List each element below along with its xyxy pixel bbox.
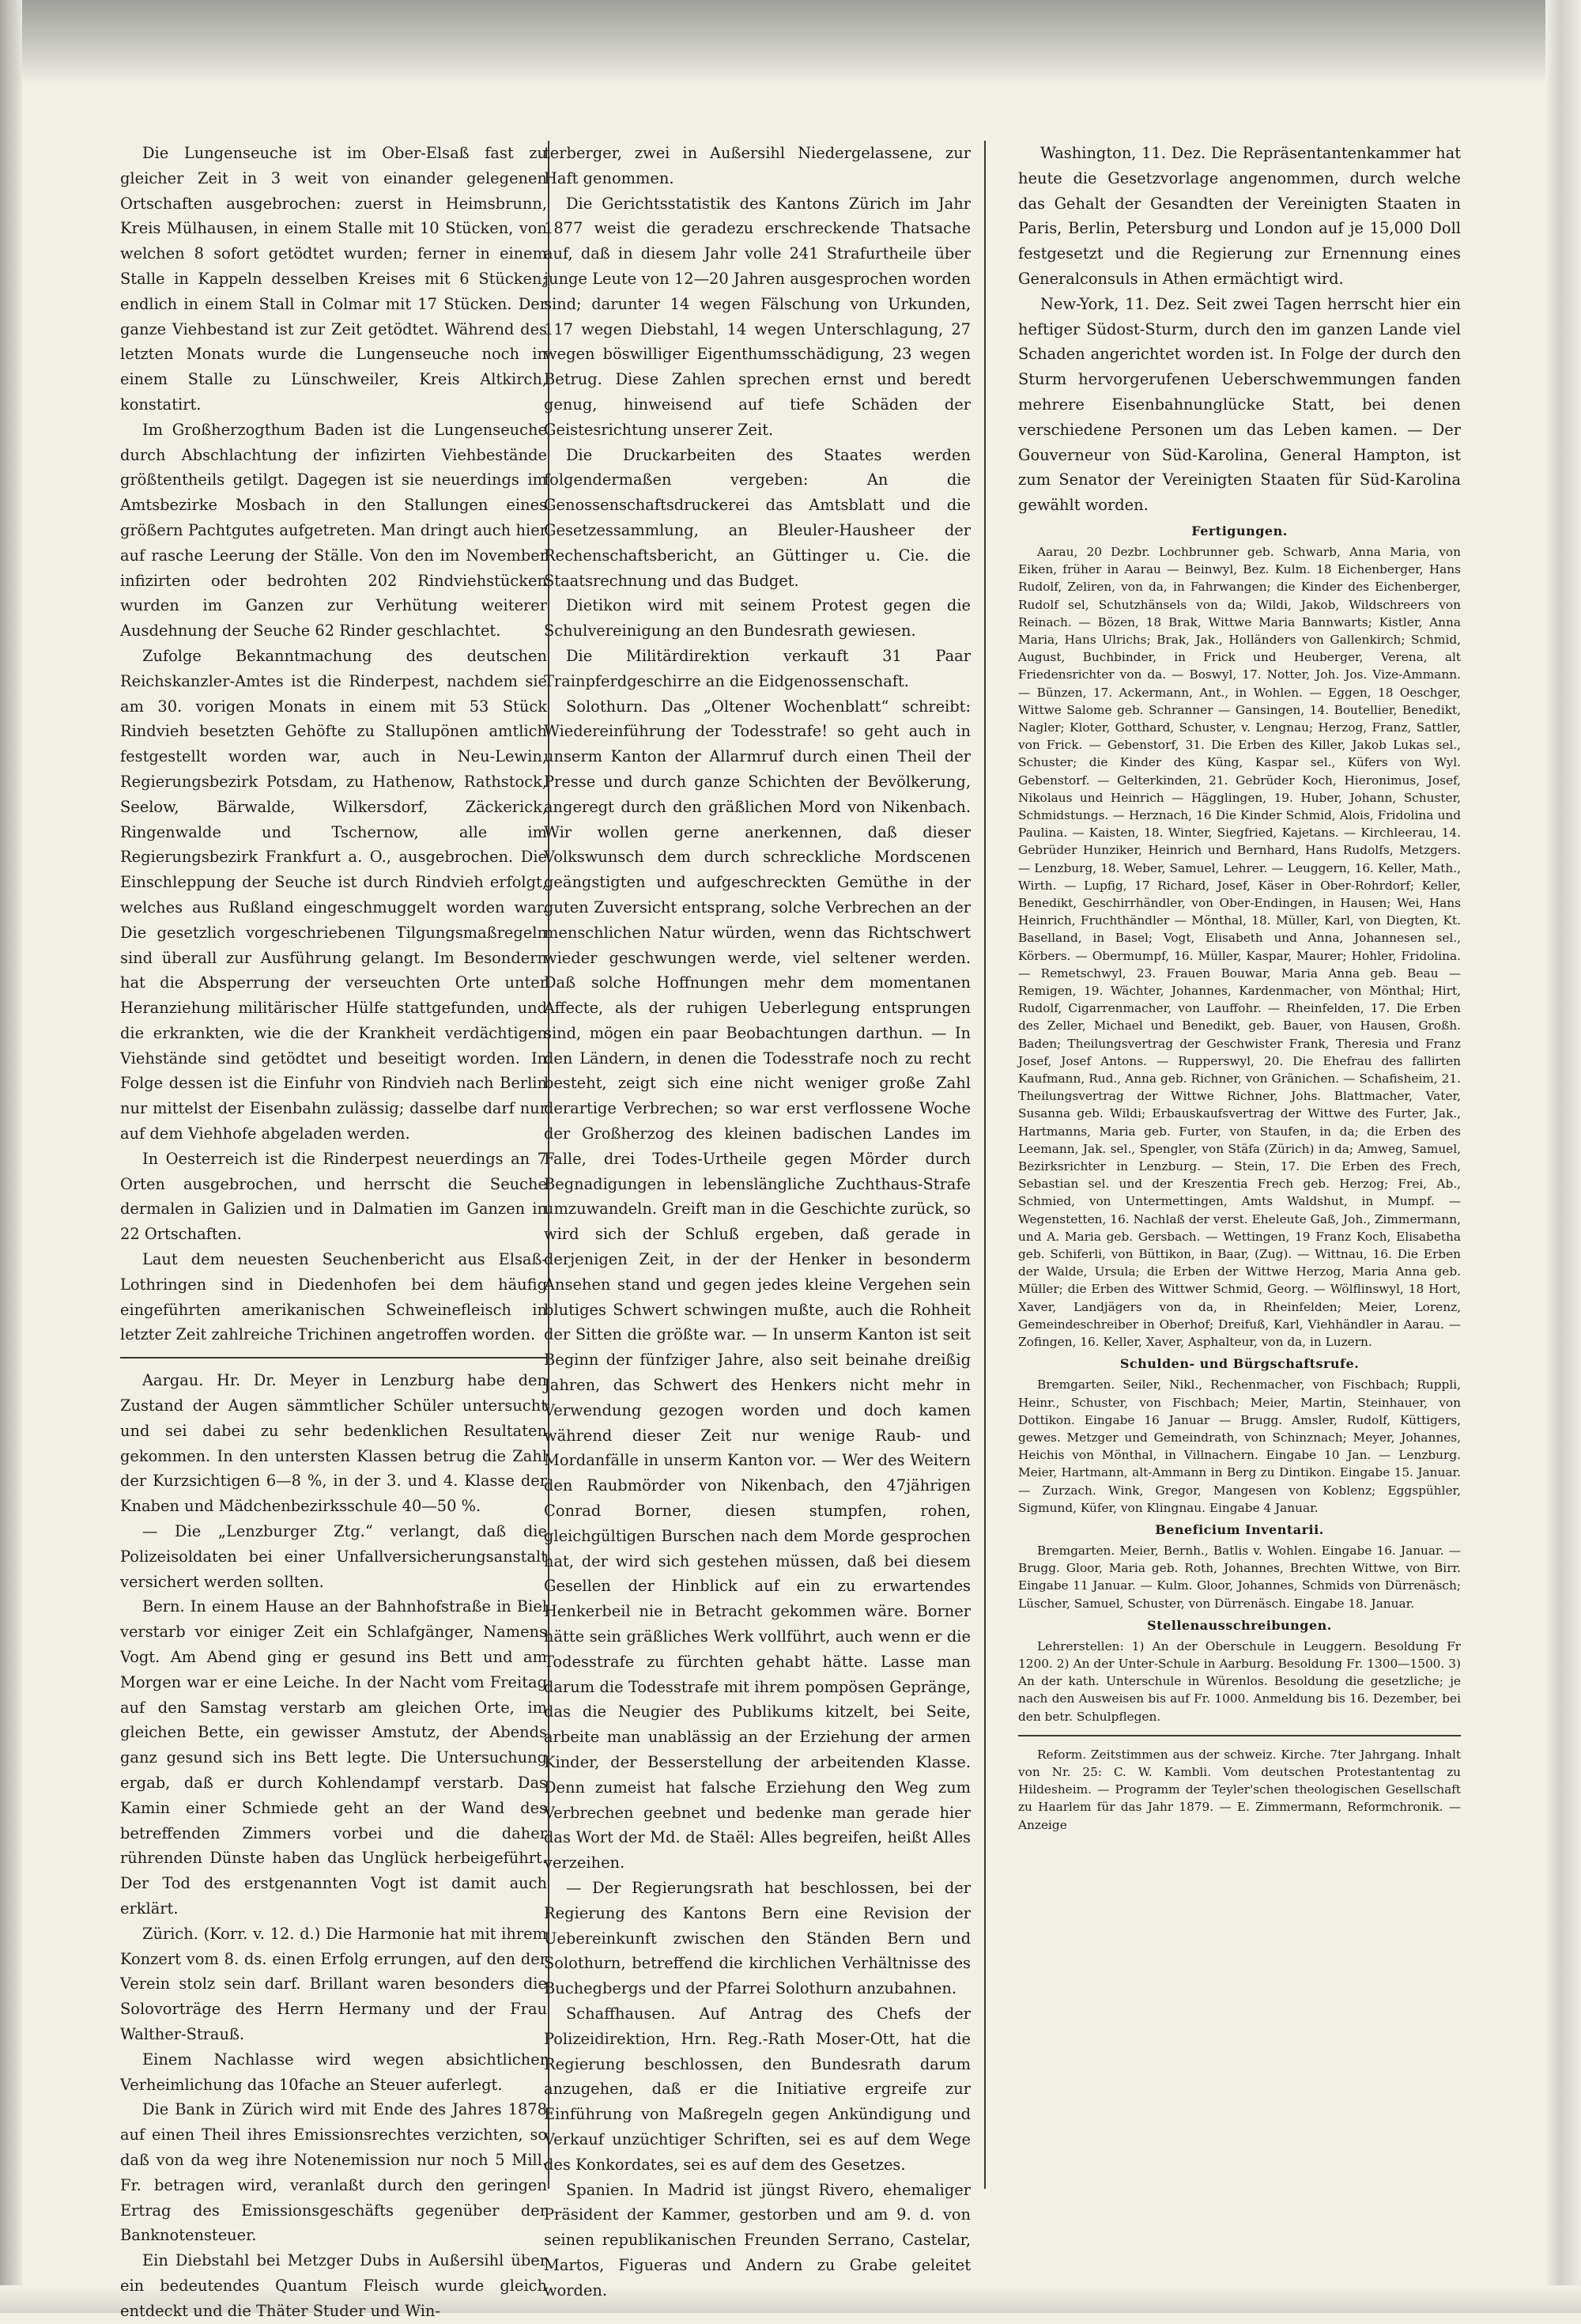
article-druckarbeiten: Die Druckarbeiten des Staates werden folgendermaßen vergeben: An die Genossenschaftsdruckerei das Amtsblatt und die Gesetzessammlung, an Bleuler-Hausheer der Rechenschaftsbericht, an Güttinger u. Cie. die Staatsrechnung und das Budget. <box>544 445 971 590</box>
column-3 <box>1018 141 1461 1834</box>
article-zuerich-bank: Die Bank in Zürich wird mit Ende des Jahres 1878 auf einen Theil ihres Emissionsrechtes verzichten, so daß von da weg ihre Notenemission nur noch 5 Mill. Fr. betragen wird, veranlaßt durch den geringen Ertrag des Emissionsgeschäfts gegenüber der Banknotensteuer. <box>120 2100 547 2245</box>
scan-top-edge <box>0 0 1581 83</box>
article-bern: Bern. In einem Hause an der Bahnhofstraße in Biel verstarb vor einiger Zeit ein Schlafgänger, Namens Vogt. Am Abend ging er gesund ins Bett und am Morgen war er eine Leiche. In der Nacht vom Freitag auf den Samstag verstarb am gleichen Orte, im gleichen Bette, ein gewisser Amstutz, der Abends ganz gesund sich ins Bett legte. Die Untersuchung ergab, daß er durch Kohlendampf verstarb. Das Kamin einer Schmiede geht an der Wand des betreffenden Zimmers vorbei und die daher rührenden Dünste haben das Unglück herbeigeführt. Der Tod des erstgenannten Vogt ist damit auch erklärt. <box>120 1597 547 1918</box>
article-zuerich-harmonie: Zürich. (Korr. v. 12. d.) Die Harmonie hat mit ihrem Konzert vom 8. ds. einen Erfolg errungen, auf den der Verein stolz sein darf. Brillant waren besonders die Solovorträge des Herrn Hermany und der Frau Walther-Strauß. <box>120 1924 547 2043</box>
reform-notice: Reform. Zeitstimmen aus der schweiz. Kirche. 7ter Jahrgang. Inhalt von Nr. 25: C. W. Kambli. Vom deutschen Protestantentag zu Hildesheim. — Programm der Teyler'schen theologischen Gesellschaft zu Haarlem für das Jahr 1879. — E. Zimmermann, Reformchronik. — Anzeige <box>1018 1747 1461 1832</box>
article-gerichtsstatistik: Die Gerichtsstatistik des Kantons Zürich im Jahr 1877 weist die geradezu erschreckende Thatsache auf, daß in diesem Jahr volle 241 Strafurtheile über junge Leute von 12—20 Jahren ausgesprochen worden sind; darunter 14 wegen Fälschung von Urkunden, 117 wegen Diebstahl, 14 wegen Unterschlagung, 27 wegen böswilliger Eigenthumsschädigung, 23 wegen Betrug. Diese Zahlen sprechen ernst und beredt genug, hinweisend auf tiefe Schäden der Geistesrichtung unserer Zeit. <box>544 194 971 439</box>
beneficium-heading: Beneficium Inventarii. <box>1155 1521 1324 1537</box>
article-zuerich-diebstahl: Ein Diebstahl bei Metzger Dubs in Außersihl über ein bedeutendes Quantum Fleisch wurde gleich entdeckt und die Thäter Studer und Win- <box>120 2251 547 2320</box>
schulden-list: Bremgarten. Seiler, Nikl., Rechenmacher, von Fischbach; Ruppli, Heinr., Schuster, von Fischbach; Meier, Martin, Steinhauer, von Dottikon. Eingabe 16 Januar — Brugg. Amsler, Rudolf, Küttigers, gewes. Metzger und Gemeindrath, von Schinznach; Meyer, Johannes, Heichis von Mönthal, in Villnachern. Eingabe 10 Jan. — Lenzburg. Meier, Hartmann, alt-Ammann in Berg zu Dintikon. Eingabe 15. Januar. — Zurzach. Wink, Gregor, Mangesen von Koblenz; Eggspühler, Sigmund, Küfer, von Klingnau. Eingabe 4 Januar. <box>1018 1377 1461 1515</box>
article-militaerdirektion: Die Militärdirektion verkauft 31 Paar Trainpferdgeschirre an die Eidgenossenschaft. <box>544 646 971 690</box>
article-lungenseuche-baden: Im Großherzogthum Baden ist die Lungenseuche durch Abschlachtung der infizirten Viehbestände größtentheils getilgt. Dagegen ist sie neuerdings im Amtsbezirke Mosbach in den Stallungen eines größern Pachtgutes aufgetreten. Man dringt auch hier auf rasche Leerung der Ställe. Von den im November infizirten oder bedrohten 202 Rindviehstücken wurden im Ganzen zur Verhütung weiterer Ausdehnung der Seuche 62 Rinder geschlachtet. <box>120 420 547 641</box>
article-rinderpest-reich: Zufolge Bekanntmachung des deutschen Reichskanzler-Amtes ist die Rinderpest, nachdem sie am 30. vorigen Monats in einem mit 53 Stück Rindvieh besetzten Gehöfte zu Stallupönen amtlich festgestellt worden war, auch in Neu-Lewin, Regierungsbezirk Potsdam, zu Hathenow, Rathstock, Seelow, Bärwalde, Wilkersdorf, Zäckerick, Ringenwalde und Tschernow, alle im Regierungsbezirk Frankfurt a. O., ausgebrochen. Die Einschleppung der Seuche ist durch Rindvieh erfolgt, welches aus Rußland eingeschmuggelt worden war. Die gesetzlich vorgeschriebenen Tilgungsmaßregeln sind überall zur Ausführung gelangt. Im Besondern hat die Absperrung der verseuchten Orte unter Heranziehung militärischer Hülfe stattgefunden, und die erkrankten, wie die der Krankheit verdächtigen Viehstände sind getödtet und beseitigt worden. In Folge dessen ist die Einfuhr von Rindvieh nach Berlin nur mittelst der Eisenbahn zulässig; dasselbe darf nur auf dem Viehhofe abgeladen werden. <box>120 646 547 1143</box>
article-dietikon: Dietikon wird mit seinem Protest gegen die Schulvereinigung an den Bundesrath gewiesen. <box>544 596 971 641</box>
article-rinderpest-oesterreich: In Oesterreich ist die Rinderpest neuerdings an 7 Orten ausgebrochen, und herrscht die Seuche dermalen in Galizien und in Dalmatien im Ganzen in 22 Ortschaften. <box>120 1149 547 1244</box>
article-trichinen: Laut dem neuesten Seuchenbericht aus Elsaß-Lothringen sind in Diedenhofen bei dem häufig eingeführten amerikanischen Schweinefleisch in letzter Zeit zahlreiche Trichinen angetroffen worden. <box>120 1250 547 1344</box>
article-regierungsrath: — Der Regierungsrath hat beschlossen, bei der Regierung des Kantons Bern eine Revision der Uebereinkunft zwischen den Ständen Bern und Solothurn, betreffend die kirchlichen Verhältnisse des Buchegbergs und der Pfarrei Solothurn anzubahnen. <box>544 1878 971 1998</box>
fertigungen-list: Aarau, 20 Dezbr. Lochbrunner geb. Schwarb, Anna Maria, von Eiken, früher in Aarau — Beinwyl, Bez. Kulm. 18 Eichenberger, Hans Rudolf, Zeliren, von da, in Fahrwangen; die Kinder des Eichenberger, Rudolf sel, Schutzhänsels von da; Wildi, Jakob, Wildschreers von Reinach. — Bözen, 18 Brak, Wittwe Maria Bannwarts; Kistler, Anna Maria, Hans Ulrichs; Brak, Jak., Holländers von Gallenkirch; Schmid, August, Buchbinder, in Frick und Heuberger, Verena, alt Friedensrichter von da. — Boswyl, 17. Notter, Joh. Jos. Vize-Ammann. — Bünzen, 17. Ackermann, Ant., in Wohlen. — Eggen, 18 Oeschger, Wittwe Salome geb. Schranner — Gansingen, 14. Boutellier, Benedikt, Nagler; Kloter, Gotthard, Schuster, v. Lengnau; Herzog, Franz, Sattler, von Frick. — Gebenstorf, 31. Die Erben des Killer, Jakob Lukas sel., Schuster; die Kinder des Küng, Kaspar sel., Küfers von Wyl. Gebenstorf. — Gelterkinden, 21. Gebrüder Koch, Hieronimus, Josef, Nikolaus und Heinrich — Hägglingen, 19. Huber, Johann, Schuster, Schmidstungs. — Herznach, 16 Die Kinder Schmid, Alois, Fridolina und Paulina. — Kaisten, 18. Winter, Siegfried, Kajetans. — Kirchleerau, 14. Gebrüder Hunziker, Heinrich und Bernhard, Hans Rudolfs, Metzgers. — Lenzburg, 18. Weber, Samuel, Lehrer. — Leuggern, 16. Keller, Math., Wirth. — Lupfig, 17 Richard, Josef, Käser in Ober-Rohrdorf; Keller, Benedikt, Geschirrhändler, von Ober-Endingen, in Hausen; Wei, Hans Heinrich, Fruchthändler — Mönthal, 18. Müller, Karl, von Diegten, Kt. Baselland, in Basel; Vogt, Elisabeth und Anna, Johannesen sel., Körbers. — Obermumpf, 16. Müller, Kaspar, Maurer; Hohler, Fridolina. — Remetschwyl, 23. Frauen Bouwar, Maria Anna geb. Beau — Remigen, 19. Wächter, Johannes, Kardenmacher, von Mönthal; Hirt, Rudolf, Cigarrenmacher, von Lauffohr. — Rheinfelden, 17. Die Erben des Zeller, Michael und Benedikt, geb. Bauer, von Hausen, Großh. Baden; Theilungsvertrag der Geschwister Frank, Theresia und Franz Josef, Josef Antons. — Rupperswyl, 20. Die Ehefrau des fallirten Kaufmann, Rud., Anna geb. Richner, von Gränichen. — Schafisheim, 21. Theilungsvertrag der Wittwe Richner, Johs. Blattmacher, Vater, Susanna geb. Wildi; Erbauskaufsvertrag der Wittwe des Furter, Jak., Hartmanns, Maria geb. Furter, von Staufen, in da; die Erben des Leemann, Jak. sel., Spengler, von Stäfa (Zürich) in da; Amweg, Samuel, Bezirksrichter in Lenzburg. — Stein, 17. Die Erben des Frech, Sebastian sel. und der Kreszentia Frech geb. Herzog; Frei, Ab., Schmied, von Untermettingen, Amts Waldshut, in Mumpf. — Wegenstetten, 16. Nachlaß der verst. Eheleute Gaß, Joh., Zimmermann, und A. Maria geb. Gersbach. — Wettingen, 19 Franz Koch, Elisabetha geb. Schiferli, von Büttikon, in Baar, (Zug). — Wittnau, 16. Die Erben der Walde, Ursula; die Erben der Wittwe Herzog, Maria Anna geb. Müller; die Erben des Wittwer Schmid, Georg. — Wölflinswyl, 18 Hort, Xaver, Landjägers von da, in Rheinfelden; Meier, Lorenz, Gemeindeschreiber in Oberhof; Dreifuß, Karl, Viehhändler in Aarau. — Zofingen, 16. Keller, Xaver, Asphalteur, von da, in Luzern. <box>1018 544 1461 1350</box>
column-1 <box>120 141 547 2324</box>
article-solothurn: Solothurn. Das „Oltener Wochenblatt“ schreibt: Wiedereinführung der Todesstrafe! so geht auch in unserm Kanton der Allarmruf durch einen Theil der Presse und durch ganze Schichten der Bevölkerung, angeregt durch den gräßlichen Mord von Nikenbach. Wir wollen gerne anerkennen, daß dieser Volkswunsch dem durch schreckliche Mordscenen geängstigten und aufgeschreckten Gemüthe in der guten Zuversicht entsprang, solche Verbrechen an der menschlichen Natur würden, wenn das Richtschwert wieder geschwungen werde, viel seltener werden. Daß solche Hoffnungen mehr dem momentanen Affecte, als der ruhigen Ueberlegung entsprungen sind, mögen ein paar Beobachtungen darthun. — In den Ländern, in denen die Todesstrafe noch zu recht besteht, zeigt sich eine nicht weniger große Zahl derartige Verbrechen; so war erst verflossene Woche der Großherzog des kleinen badischen Landes im Falle, drei Todes-Urtheile gegen Mörder durch Begnadigungen in lebenslängliche Zuchthaus-Strafe umzuwandeln. Greift man in die Geschichte zurück, so wird sich der Schluß ergeben, daß gerade in derjenigen Zeit, in der der Henker in besonderm Ansehen stand und gegen jedes kleine Vergehen sein blutiges Schwert schwingen mußte, auch die Rohheit der Sitten die größte war. — In unserm Kanton ist seit Beginn der fünfziger Jahre, also seit beinahe dreißig Jahren, das Schwert des Henkers nicht mehr in Verwendung gezogen worden und doch kamen während dieser Zeit nur wenige Raub- und Mordanfälle in unserm Kanton vor. — Wer des Weitern den Raubmörder von Nikenbach, den 47jährigen Conrad Borner, diesen stumpfen, rohen, gleichgültigen Burschen nach dem Morde gesprochen hat, der wird sich gestehen müssen, daß bei diesem Gesellen der Hinblick auf ein zu erwartendes Henkerbeil nie in Betracht gekommen wäre. Borner hätte sein gräßliches Werk vollführt, auch wenn er die Todesstrafe zu fürchten gehabt hätte. Lasse man darum die Todesstrafe mit ihrem pompösen Gepränge, das die Neugier des Publikums kitzelt, bei Seite, arbeite man unablässig an der Erziehung der armen Kinder, der Besserstellung der arbeitenden Klasse. Denn zumeist hat falsche Erziehung den Weg zum Verbrechen geebnet und bedenke man gerade hier das Wort der Md. de Staël: Alles begreifen, heißt Alles verzeihen. <box>544 697 971 1872</box>
beneficium-list: Bremgarten. Meier, Bernh., Batlis v. Wohlen. Eingabe 16. Januar. — Brugg. Gloor, Maria geb. Roth, Johannes, Brechten Wittwe, von Birr. Eingabe 11 Januar. — Kulm. Gloor, Johannes, Schmids von Dürrenäsch; Lüscher, Samuel, Schuster, von Dürrenäsch. Eingabe 18. Januar. <box>1018 1543 1461 1611</box>
article-zuerich-nachlass: Einem Nachlasse wird wegen absichtlicher Verheimlichung das 10fache an Steuer auferlegt. <box>120 2050 547 2094</box>
section-divider-reform <box>1018 1735 1461 1736</box>
article-aargau: Aargau. Hr. Dr. Meyer in Lenzburg habe den Zustand der Augen sämmtlicher Schüler untersucht und sei dabei zu sehr bedenklichen Resultaten gekommen. In den untersten Klassen betrug die Zahl der Kurzsichtigen 6—8 %, in der 3. und 4. Klasse der Knaben und Mädchenbezirksschule 40—50 %. <box>120 1371 547 1516</box>
article-lenzburger-ztg: — Die „Lenzburger Ztg.“ verlangt, daß die Polizeisoldaten bei einer Unfallversicherungsanstalt versichert werden sollten. <box>120 1522 547 1591</box>
article-lungenseuche-elsass: Die Lungenseuche ist im Ober-Elsaß fast zu gleicher Zeit in 3 weit von einander gelegenen Ortschaften ausgebrochen: zuerst in Heimsbrunn, Kreis Mülhausen, in einem Stalle mit 10 Stücken, von welchen 8 sofort getödtet wurden; ferner in einem Stalle in Kappeln desselben Kreises mit 6 Stücken; endlich in einem Stall in Colmar mit 17 Stücken. Der ganze Viehbestand ist zur Zeit getödtet. Während des letzten Monats wurde die Lungenseuche noch in einem Stalle zu Lünschweiler, Kreis Altkirch, konstatirt. <box>120 144 547 414</box>
article-washington: Washington, 11. Dez. Die Repräsentantenkammer hat heute die Gesetzvorlage angenommen, durch welche das Gehalt der Gesandten der Vereinigten Staaten in Paris, Berlin, Petersburg und London auf je 15,000 Doll festgesetzt und die Regierung zur Ernennung eines Generalconsuls in Athen ermächtigt wird. <box>1018 144 1461 288</box>
article-schaffhausen: Schaffhausen. Auf Antrag des Chefs der Polizeidirektion, Hrn. Reg.-Rath Moser-Ott, hat die Regierung beschlossen, den Bundesrath darum anzugehen, daß er die Initiative ergreife zur Einführung von Maßregeln gegen Ankündigung und Verkauf unzüchtiger Schriften, sei es auf dem Wege des Konkordates, sei es auf dem des Gesetzes. <box>544 2004 971 2174</box>
column-2 <box>544 141 971 2303</box>
stellen-heading: Stellenausschreibungen. <box>1147 1617 1332 1633</box>
fertigungen-heading: Fertigungen. <box>1191 523 1288 538</box>
article-spanien: Spanien. In Madrid ist jüngst Rivero, ehemaliger Präsident der Kammer, gestorben und am 9. d. von seinen republikanischen Freunden Serrano, Castelar, Martos, Figueras und Andern zu Grabe geleitet worden. <box>544 2180 971 2299</box>
scan-left-edge <box>0 0 22 2313</box>
column-divider-2 <box>984 141 986 2189</box>
scan-right-edge <box>1545 0 1581 2313</box>
section-divider <box>120 1357 547 1359</box>
stellen-list: Lehrerstellen: 1) An der Oberschule in Leuggern. Besoldung Fr 1200. 2) An der Unter-Schule in Aarburg. Besoldung Fr. 1300—1500. 3) An der kath. Unterschule in Würenlos. Besoldung die gesetzliche; je nach den Ausweisen bis auf Fr. 1000. Anmeldung bis 16. Dezember, bei den betr. Schulpflegen. <box>1018 1638 1461 1724</box>
schulden-heading: Schulden- und Bürgschaftsrufe. <box>1119 1356 1360 1372</box>
article-new-york: New-York, 11. Dez. Seit zwei Tagen herrscht hier ein heftiger Südost-Sturm, durch den im ganzen Lande viel Schaden angerichtet worden ist. In Folge der durch den Sturm hervorgerufenen Ueberschwemmungen fanden mehrere Eisenbahnunglücke Statt, bei denen verschiedene Personen um das Leben kamen. — Der Gouverneur von Süd-Karolina, General Hampton, ist zum Senator der Vereinigten Staaten für Süd-Karolina gewählt worden. <box>1018 294 1461 515</box>
article-diebstahl-cont: terberger, zwei in Außersihl Niedergelassene, zur Haft genommen. <box>544 144 971 187</box>
